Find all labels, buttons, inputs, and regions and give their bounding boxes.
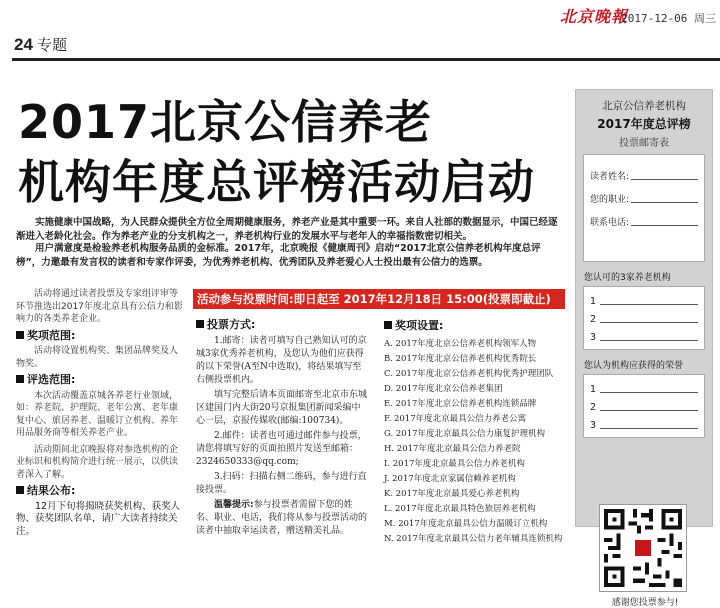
- awards-scope-text: 活动将设置机构奖、集团品牌奖及人物奖。: [16, 346, 179, 369]
- page-number: 24: [14, 35, 33, 54]
- name-field[interactable]: 读者姓名:: [590, 164, 698, 182]
- intro-text: 活动将通过读者投票及专家组评审等环节推选出2017年度北京具有公信力和影响力的各类养老企业。: [16, 289, 183, 324]
- honors-answer-box: [583, 374, 705, 438]
- results-text: 12月下旬将揭晓获奖机构、获奖人物、获奖团队名单，请广大读者持续关注。: [16, 500, 181, 537]
- newspaper-logo: 北京晚報: [560, 7, 629, 26]
- method-email: 2.邮件：读者也可通过邮件参与投票，请您将填写好的页面拍照片发送至邮箱：2324650333@qq.com;: [196, 431, 367, 467]
- section-selection: 评选范围:: [16, 374, 184, 387]
- job-field[interactable]: 您的职业:: [590, 187, 698, 205]
- answer-line[interactable]: 3: [590, 325, 698, 343]
- award-item: D. 2017年度北京公信养老集团: [384, 384, 503, 394]
- section-awards: 奖项设置:: [384, 318, 564, 333]
- answer-line[interactable]: 2: [590, 307, 698, 325]
- institutions-answer-box: [583, 286, 705, 350]
- phone-field[interactable]: 联系电话:: [590, 210, 698, 228]
- awards-column: [384, 318, 564, 547]
- square-bullet-icon: [16, 331, 24, 339]
- square-bullet-icon: [384, 321, 392, 329]
- square-bullet-icon: [196, 320, 204, 328]
- tip-label: 温馨提示:: [214, 500, 254, 510]
- ballot-title-3: 投票邮寄表: [619, 138, 669, 149]
- awards-list: [384, 337, 564, 547]
- qr-caption: 感谢您投票参与!: [611, 598, 679, 608]
- question-honors: 您认为机构应获得的荣誉: [584, 361, 684, 371]
- page-section: 专题: [37, 37, 68, 54]
- question-institutions: 您认可的3家养老机构: [584, 273, 671, 283]
- reader-info-box: [583, 154, 705, 262]
- selection-text: 本次活动覆盖京城各养老行业领域，如：养老院、护理院、老年公寓、老年康复中心、旅居养老、温暖订立机构、养年用品服务商等相关养老产业。: [16, 390, 179, 438]
- award-item: F. 2017年度北京最具公信力养老公寓: [384, 414, 527, 424]
- section-awards-scope: 奖项范围:: [16, 330, 184, 343]
- page-marker: [14, 34, 67, 55]
- answer-line[interactable]: 3: [590, 413, 698, 431]
- answer-line[interactable]: 1: [590, 377, 698, 395]
- answer-line[interactable]: 2: [590, 395, 698, 413]
- award-item: L. 2017年度北京最具特色旅居养老机构: [384, 504, 536, 514]
- voting-deadline-banner: 活动参与投票时间:即日起至 2017年12月18日 15:00(投票即截止): [193, 289, 565, 309]
- award-item: E. 2017年度北京公信养老机构连锁品牌: [384, 399, 537, 409]
- headline-line-2: 机构年度总评榜活动启动: [18, 155, 535, 209]
- award-item: N. 2017年度北京最具公信力老年辅具连锁机构: [384, 534, 563, 544]
- award-item: I. 2017年度北京最具公信力养老机构: [384, 459, 525, 469]
- section-results: 结果公布:: [16, 485, 184, 498]
- method-mail: 1.邮寄：读者可填写自己熟知认可的京城3家优秀养老机构，及您认为他们应获得的以下荣誉(A至N中选取)，将结果填写至右侧投票机内。: [196, 336, 367, 385]
- ballot-form: [575, 89, 713, 608]
- qr-code-icon[interactable]: [599, 504, 687, 592]
- left-column: [16, 288, 184, 542]
- award-item: H. 2017年度北京最具公信力养老院: [384, 444, 521, 454]
- lead-paragraph-2: 用户满意度是检验养老机构服务品质的金标准。2017年，北京晚报《健康周刊》启动“2017北京公信养老机构年度总评榜”，力邀最有发言权的读者和专家作评委，为优秀养老机构、优秀团队及养老爱心人士投出最有公信力的选票。: [16, 243, 541, 268]
- ballot-title-1: 北京公信养老机构: [602, 100, 686, 112]
- square-bullet-icon: [16, 486, 24, 494]
- method-address: 填写完整后请本页面邮寄至北京市东城区建国门内大街20号京报集团新闻采编中心一层，京报传媒收(邮编:100734)。: [196, 390, 368, 426]
- answer-line[interactable]: 1: [590, 289, 698, 307]
- selection-text-2: 活动期间北京晚报将对参选机构的企业标识和机构简介进行统一展示，以供读者深入了解。: [16, 444, 179, 480]
- award-item: J. 2017年度北京家属信赖养老机构: [384, 474, 516, 484]
- issue-date: 2017-12-06 周三: [621, 12, 716, 25]
- headline-line-1: 2017北京公信养老: [18, 95, 433, 149]
- square-bullet-icon: [16, 375, 24, 383]
- method-qr: 3.扫码：扫描右侧二维码，参与进行直接投票。: [196, 472, 367, 495]
- masthead: [560, 4, 720, 30]
- top-rule: [12, 58, 720, 61]
- award-item: B. 2017年度北京公信养老机构优秀院长: [384, 354, 537, 364]
- tip: [196, 499, 368, 538]
- award-item: A. 2017年度北京公信养老机构领军人物: [384, 339, 537, 349]
- award-item: G. 2017年度北京最具公信力康复护理机构: [384, 429, 546, 439]
- award-item: K. 2017年度北京最具爱心养老机构: [384, 489, 520, 499]
- award-item: M. 2017年度北京最具公信力温暖订立机构: [384, 519, 548, 529]
- voting-method-column: [196, 318, 368, 540]
- tip-text: 参与投票者需留下您的姓名、职业、电话，我们将从参与投票活动的读者中抽取幸运读者，赠送精美礼品。: [196, 500, 368, 536]
- ballot-title-2: 2017年度总评榜: [597, 117, 691, 131]
- headline: [18, 92, 558, 212]
- lead-paragraph-1: 实施健康中国战略，为人民群众提供全方位全周期健康服务，养老产业是其中重要一环。来自人社部的数据显示，中国已经逐渐进入老龄化社会。作为养老产业的分支机构之一，养老机构行业的发展水平与老年人的幸福指数密切相关。: [16, 217, 558, 242]
- section-voting-method: 投票方式:: [196, 318, 368, 331]
- award-item: C. 2017年度北京公信养老机构优秀护理团队: [384, 369, 554, 379]
